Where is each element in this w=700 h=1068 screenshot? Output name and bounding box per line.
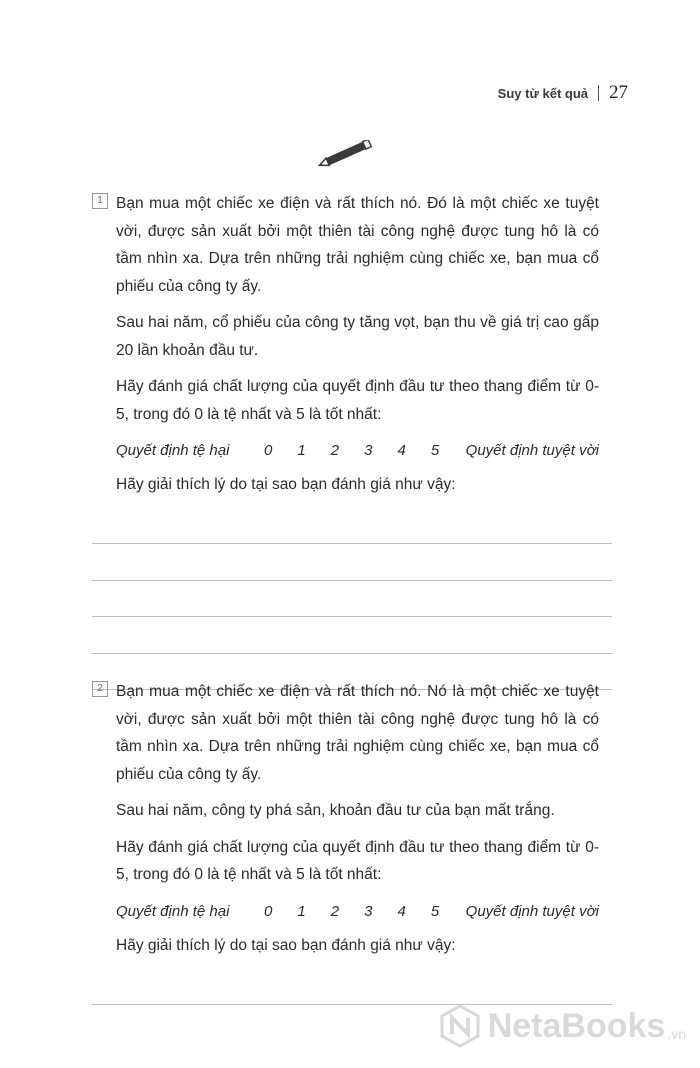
answer-line[interactable] [92,581,612,618]
scale-option-1[interactable]: 1 [297,442,306,459]
explain-prompt: Hãy giải thích lý do tại sao bạn đánh giá như vậy: [116,936,456,954]
exercise-number: 2 [92,681,108,697]
scale-option-4[interactable]: 4 [397,442,406,459]
instruction-text: Hãy đánh giá chất lượng của quyết định đầu tư theo thang điểm từ 0-5, trong đó 0 là tệ nhất và 5 là tốt nhất: [116,378,599,423]
scale-option-3[interactable]: 3 [364,902,373,920]
scale-option-5[interactable]: 5 [430,902,440,920]
scale-left-label: Quyết định tệ hại [116,442,230,459]
watermark-tld: .vn [667,1026,686,1042]
scale-right-label: Quyết định tuyệt vời [465,902,599,920]
watermark [438,1004,686,1048]
scale-left-label: Quyết định tệ hại [116,902,230,920]
exercise-1 [92,190,612,690]
scale-option-0[interactable]: 0 [263,442,273,459]
instruction-text: Hãy đánh giá chất lượng của quyết định đầu tư theo thang điểm từ 0-5, trong đó 0 là tệ nhất và 5 là tốt nhất: [116,838,599,883]
rating-scale [116,898,599,925]
outcome-text: Sau hai năm, công ty phá sản, khoản đầu tư của bạn mất trắng. [116,802,555,819]
explain-prompt: Hãy giải thích lý do tại sao bạn đánh giá như vậy: [116,476,456,493]
page-header [498,82,628,104]
scale-option-5[interactable]: 5 [430,442,440,459]
header-divider [598,85,599,101]
scale-option-1[interactable]: 1 [297,902,306,920]
watermark-brand: NetaBooks [487,1006,666,1045]
exercise-number: 1 [92,193,108,209]
scale-option-2[interactable]: 2 [330,442,340,459]
scale-option-0[interactable]: 0 [263,902,273,920]
scale-option-3[interactable]: 3 [364,442,373,459]
scale-option-4[interactable]: 4 [397,902,406,920]
scenario-text: Bạn mua một chiếc xe điện và rất thích nó. Đó là một chiếc xe tuyệt vời, được sản xuất bởi một thiên tài công nghệ được tung hô là có tầm nhìn xa. Dựa trên những trải nghiệm cùng chiếc xe, bạn mua cổ phiếu của công ty ấy. [116,195,599,295]
answer-line[interactable] [92,968,612,1005]
pencil-icon [314,140,376,168]
scale-right-label: Quyết định tuyệt vời [465,442,599,459]
scenario-text: Bạn mua một chiếc xe điện và rất thích nó. Nó là một chiếc xe tuyệt vời, được sản xuất bởi một thiên tài công nghệ được tung hô là có tầm nhìn xa. Dựa trên những trải nghiệm cùng chiếc xe, bạn mua cổ phiếu của công ty ấy. [116,683,599,783]
scale-option-2[interactable]: 2 [330,902,340,920]
answer-lines [92,508,612,691]
answer-line[interactable] [92,544,612,581]
outcome-text: Sau hai năm, cổ phiếu của công ty tăng vọt, bạn thu về giá trị cao gấp 20 lần khoản đầu tư. [116,314,599,359]
answer-line[interactable] [92,508,612,545]
answer-line[interactable] [92,617,612,654]
netabooks-logo-icon [438,1004,482,1048]
exercise-2 [92,678,612,1005]
answer-lines [92,968,612,1005]
page-number: 27 [609,82,628,103]
rating-scale [116,437,599,464]
running-title: Suy từ kết quả [497,85,588,101]
